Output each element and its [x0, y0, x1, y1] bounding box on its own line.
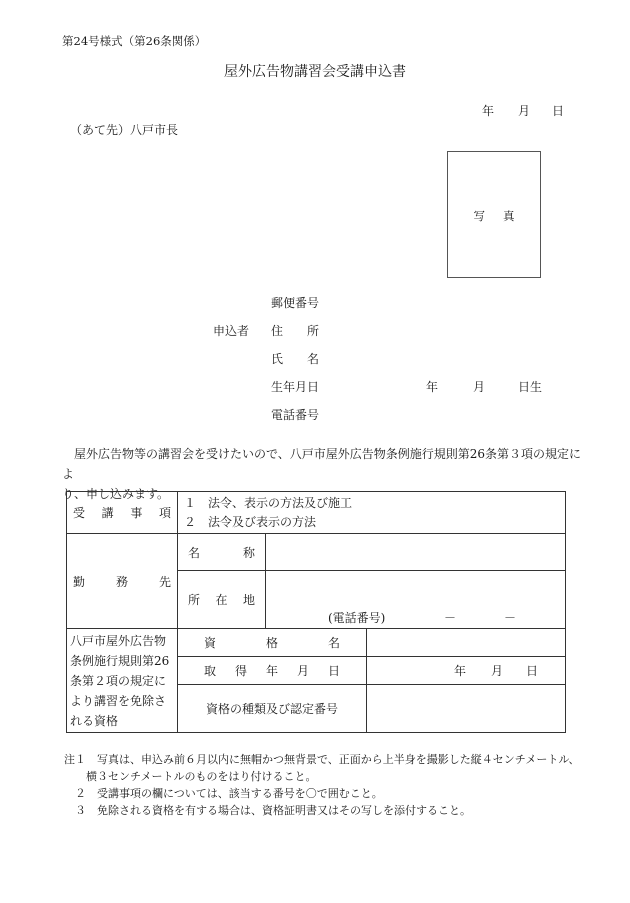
- date-month-label: 月: [518, 104, 531, 118]
- phone-dash-1: －: [444, 611, 457, 625]
- qualification-name-field[interactable]: [367, 629, 566, 657]
- course-label-cell: [67, 492, 178, 534]
- workplace-phone-label: (電話番号): [328, 611, 386, 625]
- acq-date-char: 年: [265, 664, 278, 678]
- course-option-2: ２ 法令及び表示の方法: [184, 514, 317, 529]
- course-options-cell[interactable]: [178, 492, 566, 534]
- exemption-line: 八戸市屋外広告物: [70, 633, 167, 648]
- qualification-name-row: [67, 629, 566, 657]
- acq-month-label: 月: [491, 664, 504, 678]
- date-day-label: 日: [552, 104, 565, 118]
- workplace-location-field[interactable]: [266, 571, 566, 629]
- location-label-char: 地: [242, 593, 255, 607]
- workplace-label-char: 務: [115, 574, 128, 589]
- qual-name-char: 格: [265, 636, 278, 650]
- date-year-label: 年: [482, 104, 495, 118]
- document-title: 屋外広告物講習会受講申込書: [224, 64, 406, 80]
- qualification-type-label-cell: [178, 685, 367, 733]
- exemption-line: より講習を免除さ: [70, 693, 167, 708]
- qualification-type-label: 資格の種類及び認定番号: [205, 702, 338, 716]
- acq-date-char: 日: [327, 664, 340, 678]
- application-table: [66, 491, 566, 733]
- name-label-2: 名: [307, 352, 320, 366]
- course-label-char: 項: [158, 506, 171, 520]
- postal-code-label: 郵便番号: [271, 296, 320, 310]
- workplace-name-label-cell: [178, 534, 266, 571]
- birth-day-label: 日生: [518, 380, 543, 394]
- statement-line-2: り、申し込みます。: [62, 487, 170, 501]
- phone-dash-2: －: [504, 611, 517, 625]
- workplace-label-char: 勤: [73, 574, 86, 589]
- note-item: 横３センチメートルのものをはり付けること。: [64, 770, 317, 783]
- course-row: [67, 492, 566, 534]
- workplace-label-cell: [67, 534, 178, 629]
- statement-line-1: 屋外広告物等の講習会を受けたいので、八戸市屋外広告物条例施行規則第26条第３項の規定によ: [62, 447, 582, 481]
- qual-name-char: 資: [204, 636, 217, 650]
- note-item: 注１ 写真は、申込み前６月以内に無帽かつ無背景で、正面から上半身を撮影した縦４センチメートル、: [64, 753, 580, 766]
- acquisition-date-label-cell: [178, 657, 367, 685]
- exemption-line: 条例施行規則第26: [70, 653, 170, 668]
- location-label-char: 在: [215, 593, 228, 607]
- form-number: 第24号様式（第26条関係）: [62, 34, 207, 48]
- qual-name-char: 名: [327, 636, 340, 650]
- birth-month-label: 月: [473, 380, 486, 394]
- applicant-role-label: 申込者: [213, 324, 250, 338]
- location-label-cell: [178, 571, 266, 629]
- name-label-char: 称: [242, 545, 255, 560]
- photo-box: [447, 151, 541, 278]
- birth-date-label: 生年月日: [271, 380, 320, 394]
- birth-year-label: 年: [426, 380, 439, 394]
- notes: [64, 751, 579, 819]
- acq-date-char: 月: [296, 664, 309, 678]
- qualification-type-field[interactable]: [367, 685, 566, 733]
- name-label-1: 氏: [271, 352, 284, 366]
- photo-label: 写真: [473, 209, 533, 223]
- course-label-char: 事: [130, 506, 143, 520]
- location-label-char: 所: [188, 593, 201, 607]
- name-label-char: 名: [188, 545, 201, 560]
- workplace-name-field[interactable]: [266, 534, 566, 571]
- note-item: ２ 受講事項の欄については、該当する番号を〇で囲むこと。: [64, 787, 383, 800]
- phone-label: 電話番号: [271, 408, 320, 422]
- addressee: （あて先）八戸市長: [70, 123, 179, 137]
- acq-date-char: 取: [204, 664, 217, 678]
- course-label-char: 講: [101, 506, 114, 520]
- workplace-label-char: 先: [158, 574, 171, 589]
- acq-date-char: 得: [234, 664, 247, 678]
- exemption-line: れる資格: [70, 713, 119, 728]
- exemption-label-cell: [67, 629, 178, 733]
- note-item: ３ 免除される資格を有する場合は、資格証明書又はその写しを添付すること。: [64, 804, 471, 817]
- acquisition-date-field[interactable]: [367, 657, 566, 685]
- exemption-line: 条第２項の規定に: [70, 673, 167, 688]
- course-label-char: 受: [73, 506, 86, 520]
- acq-day-label: 日: [526, 664, 539, 678]
- acq-year-label: 年: [454, 664, 467, 678]
- workplace-name-row: [67, 534, 566, 571]
- address-label-2: 所: [307, 324, 320, 338]
- qualification-name-label-cell: [178, 629, 367, 657]
- course-option-1: １ 法令、表示の方法及び施工: [184, 495, 353, 510]
- address-label-1: 住: [271, 324, 284, 338]
